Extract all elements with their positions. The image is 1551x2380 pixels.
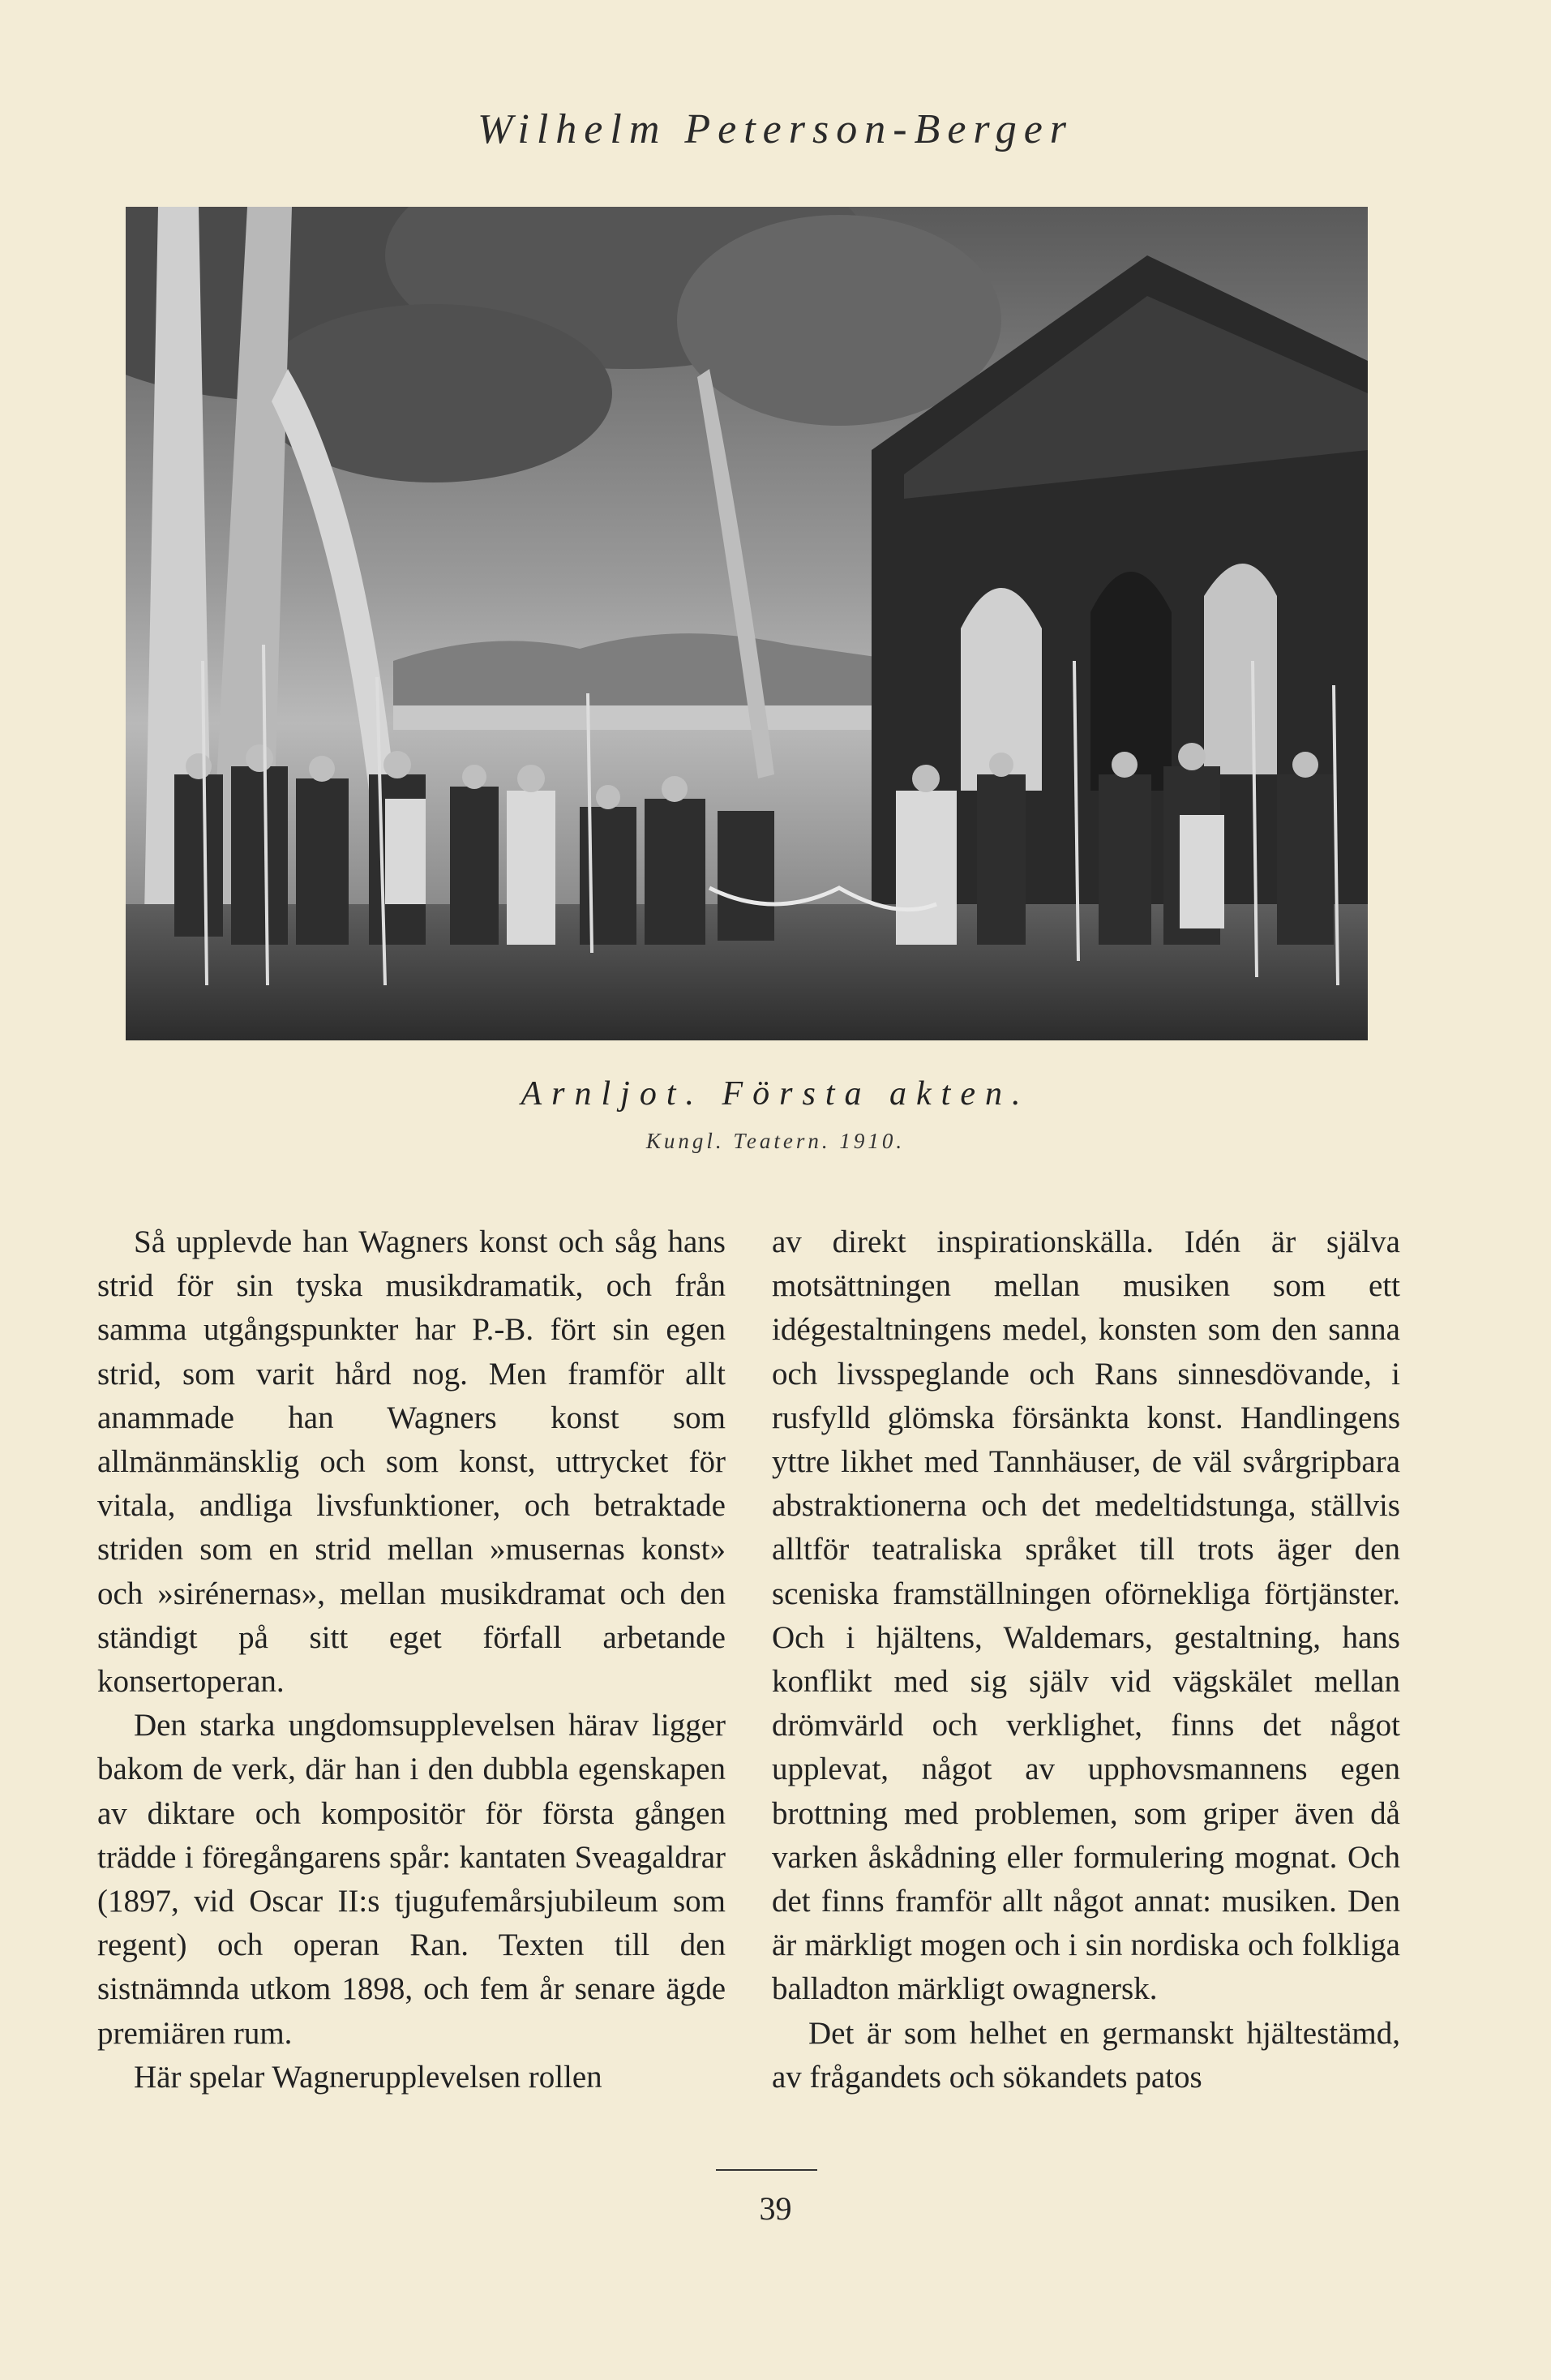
- paragraph: Den starka ungdomsupplevelsen härav ligger bakom de verk, där han i den dubbla egenskapen av diktare och kompositör för första gången trädde i föregångarens spår: kantaten Sveagaldrar (1897, vid Oscar II:s tjugufemårsjubileum som regent) och operan Ran. Texten till den sistnämnda utkom 1898, och fem år senare ägde premiären rum.: [97, 1708, 726, 2051]
- running-title: Wilhelm Peterson-Berger: [477, 106, 1074, 152]
- stage-photograph: [126, 207, 1368, 1040]
- folio-rule: [716, 2169, 817, 2171]
- paragraph: Det är som helhet en germanskt hjältestämd, av frågandets och sökandets patos: [772, 2015, 1400, 2095]
- paragraph: av direkt inspirationskälla. Idén är själva motsättningen mellan musiken som ett idégestaltningens medel, konsten som den sanna och livsspeglande och Rans sinnesdövande, i rusfylld glömska försänkta konst. Handlingens yttre likhet med Tannhäuser, de väl svårgripbara abstraktionerna och det medeltidstunga, ställvis alltför teatraliska språket till trots äger den sceniska framställningen oförnekliga förtjänster. Och i hjältens, Waldemars, gestaltning, hans konflikt med sig själv vid vägskälet mellan drömvärld och verklighet, finns det något upplevat, något av upphovsmannens egen brottning med problemen, som griper även då varken åskådning eller formulering mognat. Och det finns framför allt något annat: musiken. Den är märkligt mogen och i sin nordiska och folkliga balladton märkligt owagnersk.: [772, 1224, 1400, 2007]
- paragraph: Så upplevde han Wagners konst och såg hans strid för sin tyska musikdramatik, och från samma utgångspunkter har P.-B. fört sin egen strid, som varit hård nog. Men framför allt anammade han Wagners konst som allmänmänsklig och som konst, uttrycket för vitala, andliga livsfunktioner, och betraktade striden som en strid mellan »musernas konst» och »sirénernas», mellan musikdramat och den ständigt på sitt eget förfall arbetande konsertoperan.: [97, 1224, 726, 1700]
- stage-photograph-art: [126, 207, 1368, 1040]
- plate-caption-credit: Kungl. Teatern. 1910.: [645, 1129, 906, 1153]
- paragraph: Här spelar Wagnerupplevelsen rollen: [134, 2059, 602, 2095]
- text-column-left: [97, 1220, 726, 2099]
- page-number: 39: [759, 2190, 792, 2227]
- plate-caption-title: Arnljot. Första akten.: [521, 1075, 1030, 1113]
- text-column-right: [772, 1220, 1400, 2099]
